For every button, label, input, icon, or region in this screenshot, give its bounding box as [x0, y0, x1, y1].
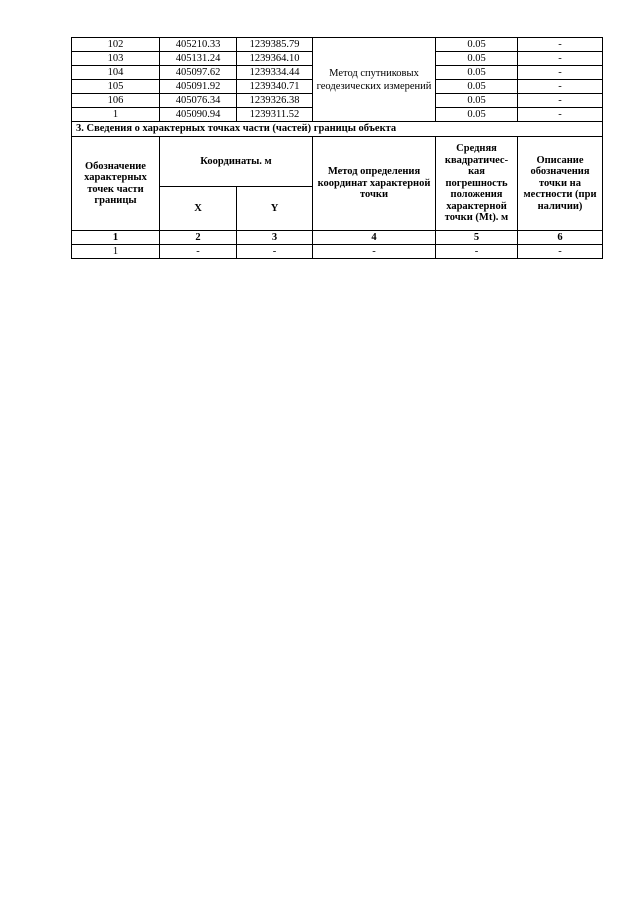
point-description: -: [518, 94, 603, 108]
part-point-error: -: [436, 245, 518, 259]
header-row: [72, 137, 603, 187]
point-name: 106: [72, 94, 160, 108]
column-number: 1: [72, 231, 160, 245]
point-x: 405131.24: [160, 52, 237, 66]
header-method: Метод определения координат характерной точки: [313, 137, 436, 231]
part-point-x: -: [160, 245, 237, 259]
table-row: [72, 38, 603, 52]
header-y: Y: [237, 187, 313, 231]
point-error: 0.05: [436, 38, 518, 52]
point-name: 103: [72, 52, 160, 66]
point-x: 405210.33: [160, 38, 237, 52]
measurement-method: Метод спутниковых геодезических измерений: [313, 38, 436, 122]
part-point-name: 1: [72, 245, 160, 259]
column-number: 3: [237, 231, 313, 245]
point-error: 0.05: [436, 80, 518, 94]
point-x: 405076.34: [160, 94, 237, 108]
point-y: 1239311.52: [237, 108, 313, 122]
point-error: 0.05: [436, 52, 518, 66]
column-number: 6: [518, 231, 603, 245]
point-description: -: [518, 80, 603, 94]
part-point-y: -: [237, 245, 313, 259]
header-coordinates: Координаты. м: [160, 137, 313, 187]
table-row: [72, 245, 603, 259]
point-name: 104: [72, 66, 160, 80]
header-designation: Обозначение характерных точек части границы: [72, 137, 160, 231]
part-point-method: -: [313, 245, 436, 259]
column-number: 2: [160, 231, 237, 245]
point-x: 405090.94: [160, 108, 237, 122]
point-error: 0.05: [436, 108, 518, 122]
point-y: 1239326.38: [237, 94, 313, 108]
section-title: 3. Сведения о характерных точках части (частей) границы объекта: [72, 122, 603, 137]
point-description: -: [518, 66, 603, 80]
point-description: -: [518, 38, 603, 52]
header-error: Средняя квадратичес-кая погрешность положения характерной точки (Mt). м: [436, 137, 518, 231]
point-y: 1239340.71: [237, 80, 313, 94]
point-name: 102: [72, 38, 160, 52]
section-title-row: [72, 122, 603, 137]
point-description: -: [518, 52, 603, 66]
point-description: -: [518, 108, 603, 122]
point-y: 1239334.44: [237, 66, 313, 80]
column-number: 4: [313, 231, 436, 245]
point-y: 1239385.79: [237, 38, 313, 52]
column-numbers-row: [72, 231, 603, 245]
header-x: X: [160, 187, 237, 231]
point-x: 405097.62: [160, 66, 237, 80]
point-error: 0.05: [436, 66, 518, 80]
point-name: 1: [72, 108, 160, 122]
point-error: 0.05: [436, 94, 518, 108]
header-description: Описание обозначения точки на местности (при наличии): [518, 137, 603, 231]
point-name: 105: [72, 80, 160, 94]
column-number: 5: [436, 231, 518, 245]
part-point-description: -: [518, 245, 603, 259]
boundary-points-table: [71, 37, 603, 259]
point-x: 405091.92: [160, 80, 237, 94]
point-y: 1239364.10: [237, 52, 313, 66]
